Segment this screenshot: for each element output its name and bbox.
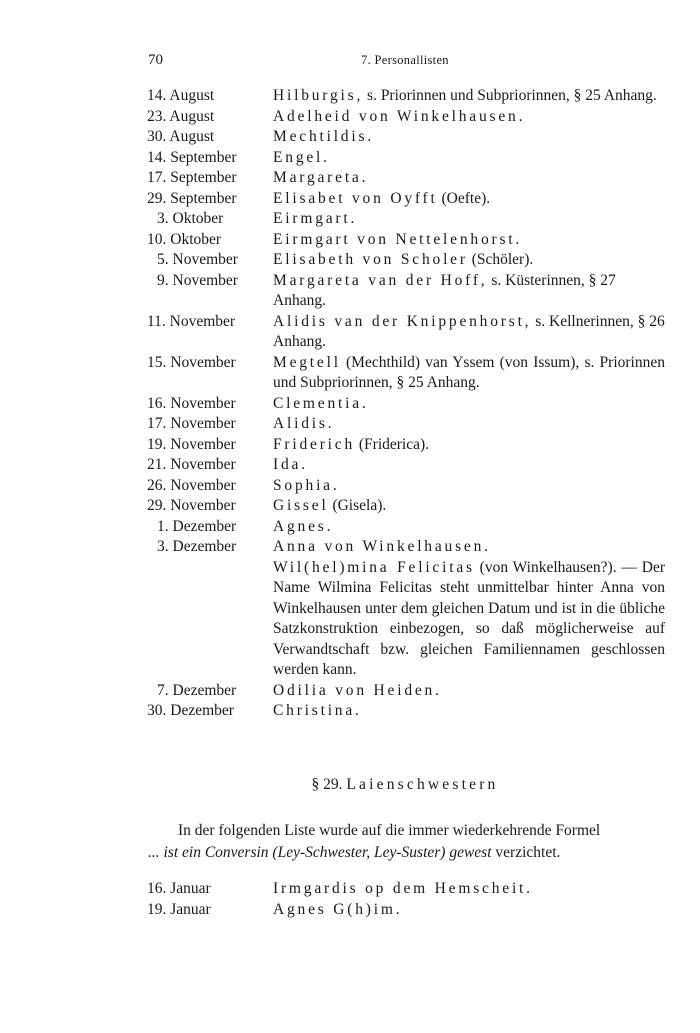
list-entry — [147, 455, 665, 476]
section-heading — [148, 776, 662, 794]
entry-date: 15. November — [147, 353, 236, 371]
entry-text — [273, 394, 665, 415]
entry-note: (Gisela). — [328, 497, 387, 514]
entry-date: 19. Januar — [147, 900, 211, 918]
entry-note: s. Kellnerinnen, § 26 Anhang. — [273, 312, 665, 350]
entry-name: Anna von Winkelhausen. — [273, 538, 491, 555]
intro-formula: ... ist ein Conversin (Ley-Schwester, Ley-Suster) gewest — [148, 844, 492, 861]
entry-date: 29. November — [147, 497, 236, 514]
entry-date: 5. November — [157, 251, 238, 268]
entry-name: Megtell — [273, 353, 341, 371]
entry-text — [273, 86, 665, 107]
list-entry — [147, 701, 665, 722]
entry-name: Mechtildis. — [273, 128, 374, 145]
entry-text — [273, 496, 665, 517]
list-entry — [147, 271, 665, 312]
entry-text — [273, 127, 665, 148]
entry-date: 30. Dezember — [147, 702, 234, 719]
entry-name: Wil(hel)mina Felicitas — [273, 558, 475, 576]
entry-name: Margareta. — [273, 169, 369, 186]
entry-date: 7. Dezember — [157, 681, 237, 699]
list-entry — [147, 476, 665, 497]
running-title: 7. Personallisten — [361, 53, 449, 67]
list-entry — [147, 168, 665, 189]
entry-name: Elisabet von Oyfft — [273, 189, 438, 207]
entry-name: Agnes. — [273, 517, 334, 535]
intro-line-2 — [148, 842, 662, 864]
entry-date: 10. Oktober — [147, 230, 222, 248]
entry-date: 30. August — [147, 128, 215, 145]
entry-date: 3. Dezember — [157, 538, 237, 555]
list-entry — [147, 681, 665, 702]
page-number: 70 — [148, 52, 163, 68]
entry-date: 16. Januar — [147, 880, 211, 897]
list-entry — [147, 148, 665, 169]
entry-date: 26. November — [147, 476, 236, 494]
entry-text — [273, 435, 665, 456]
entry-note: (Schöler). — [467, 251, 534, 268]
entry-text — [273, 107, 665, 128]
entry-name: Hilburgis, — [273, 87, 364, 104]
list-entry — [147, 250, 665, 271]
entry-name: Gissel — [273, 497, 329, 514]
list-entry — [147, 537, 665, 558]
entry-text — [273, 537, 665, 558]
list-entry — [147, 230, 665, 251]
entry-name: Eirmgart. — [273, 210, 358, 227]
entry-date: 17. September — [147, 169, 237, 186]
entry-name: Agnes G(h)im. — [273, 900, 403, 918]
list-entry — [147, 414, 665, 435]
entry-name: Elisabeth von Scholer — [273, 251, 468, 268]
entry-date: 23. August — [147, 107, 215, 125]
entry-date: 29. September — [147, 189, 237, 207]
entry-note: (Oefte). — [437, 189, 491, 207]
entry-name: Alidis. — [273, 415, 335, 432]
list-entry — [147, 879, 665, 900]
list-entry — [147, 86, 665, 107]
entry-name: Alidis van der Knippenhorst, — [273, 312, 532, 330]
entry-name: Irmgardis op dem Hemscheit. — [273, 880, 533, 897]
intro-rest: verzichtet. — [491, 844, 561, 861]
entry-name: Eirmgart von Nettelenhorst. — [273, 230, 523, 248]
entry-text — [273, 271, 665, 312]
page-header — [148, 52, 662, 72]
entry-note: s. Priorinnen und Subpriorinnen, § 25 Anhang. — [363, 87, 657, 104]
entry-text — [273, 455, 665, 476]
entry-name: Engel. — [273, 148, 330, 166]
list-entry — [147, 394, 665, 415]
entry-text — [273, 189, 665, 210]
list-entry — [147, 435, 665, 456]
entry-text — [273, 148, 665, 169]
entry-date: 3. Oktober — [157, 210, 224, 227]
entry-text — [273, 230, 665, 251]
entry-text — [273, 353, 665, 394]
entry-name: Margareta van der Hoff, — [273, 271, 488, 289]
entry-name: Adelheid von Winkelhausen. — [273, 107, 526, 125]
section-title: Laienschwestern — [346, 776, 499, 793]
entry-date: 16. November — [147, 394, 236, 412]
entry-text — [273, 312, 665, 353]
intro-paragraph — [148, 820, 662, 864]
list-entry — [147, 189, 665, 210]
lay-sisters-list — [147, 879, 665, 920]
entry-text — [273, 476, 665, 497]
list-entry — [147, 107, 665, 128]
entry-note: (von Winkelhausen?). — Der Name Wilmina Felicitas steht unmittelbar hinter Anna von Winkelhausen unter dem gleichen Datum und ist in die übliche Satzkonstruktion einbezogen, so daß möglicherweise auf Verwandtschaft bzw. gleichen Familiennamen geschlossen werden kann. — [273, 558, 665, 678]
entry-text — [273, 414, 665, 435]
entry-text — [273, 681, 665, 702]
list-entry — [147, 517, 665, 538]
entry-date: 14. September — [147, 148, 237, 166]
entry-text — [273, 209, 665, 230]
entry-name: Ida. — [273, 456, 308, 473]
entry-name: Clementia. — [273, 394, 369, 412]
entry-name: Odilia von Heiden. — [273, 681, 442, 699]
entry-name: Christina. — [273, 702, 362, 719]
entry-name: Sophia. — [273, 476, 340, 494]
entry-text — [273, 517, 665, 538]
entry-date: 9. November — [157, 271, 238, 289]
entry-name: Friderich — [273, 435, 356, 453]
list-entry — [147, 209, 665, 230]
entry-date: 19. November — [147, 435, 236, 453]
entry-note: (Mechthild) van Yssem (von Issum), s. Priorinnen und Subpriorinnen, § 25 Anhang. — [273, 353, 665, 391]
entry-text — [273, 558, 665, 681]
entry-date: 17. November — [147, 415, 236, 432]
list-entry — [147, 496, 665, 517]
entry-text — [273, 168, 665, 189]
list-entry — [147, 127, 665, 148]
list-entry — [147, 312, 665, 353]
entry-date: 11. November — [147, 312, 236, 330]
entry-date — [147, 558, 273, 681]
entry-date: 21. November — [147, 456, 236, 473]
entry-date: 1. Dezember — [157, 517, 237, 535]
entry-note: s. Küsterinnen, § 27 Anhang. — [273, 271, 616, 309]
list-entry — [147, 558, 665, 681]
personal-list — [147, 86, 665, 722]
intro-line-1: In der folgenden Liste wurde auf die immer wiederkehrende Formel — [178, 822, 601, 839]
entry-date: 14. August — [147, 87, 215, 104]
entry-text — [273, 900, 665, 921]
section-number: § 29. — [311, 776, 343, 793]
entry-text — [273, 250, 665, 271]
list-entry — [147, 353, 665, 394]
entry-note: (Friderica). — [355, 435, 430, 453]
list-entry — [147, 900, 665, 921]
entry-text — [273, 701, 665, 722]
entry-text — [273, 879, 665, 900]
